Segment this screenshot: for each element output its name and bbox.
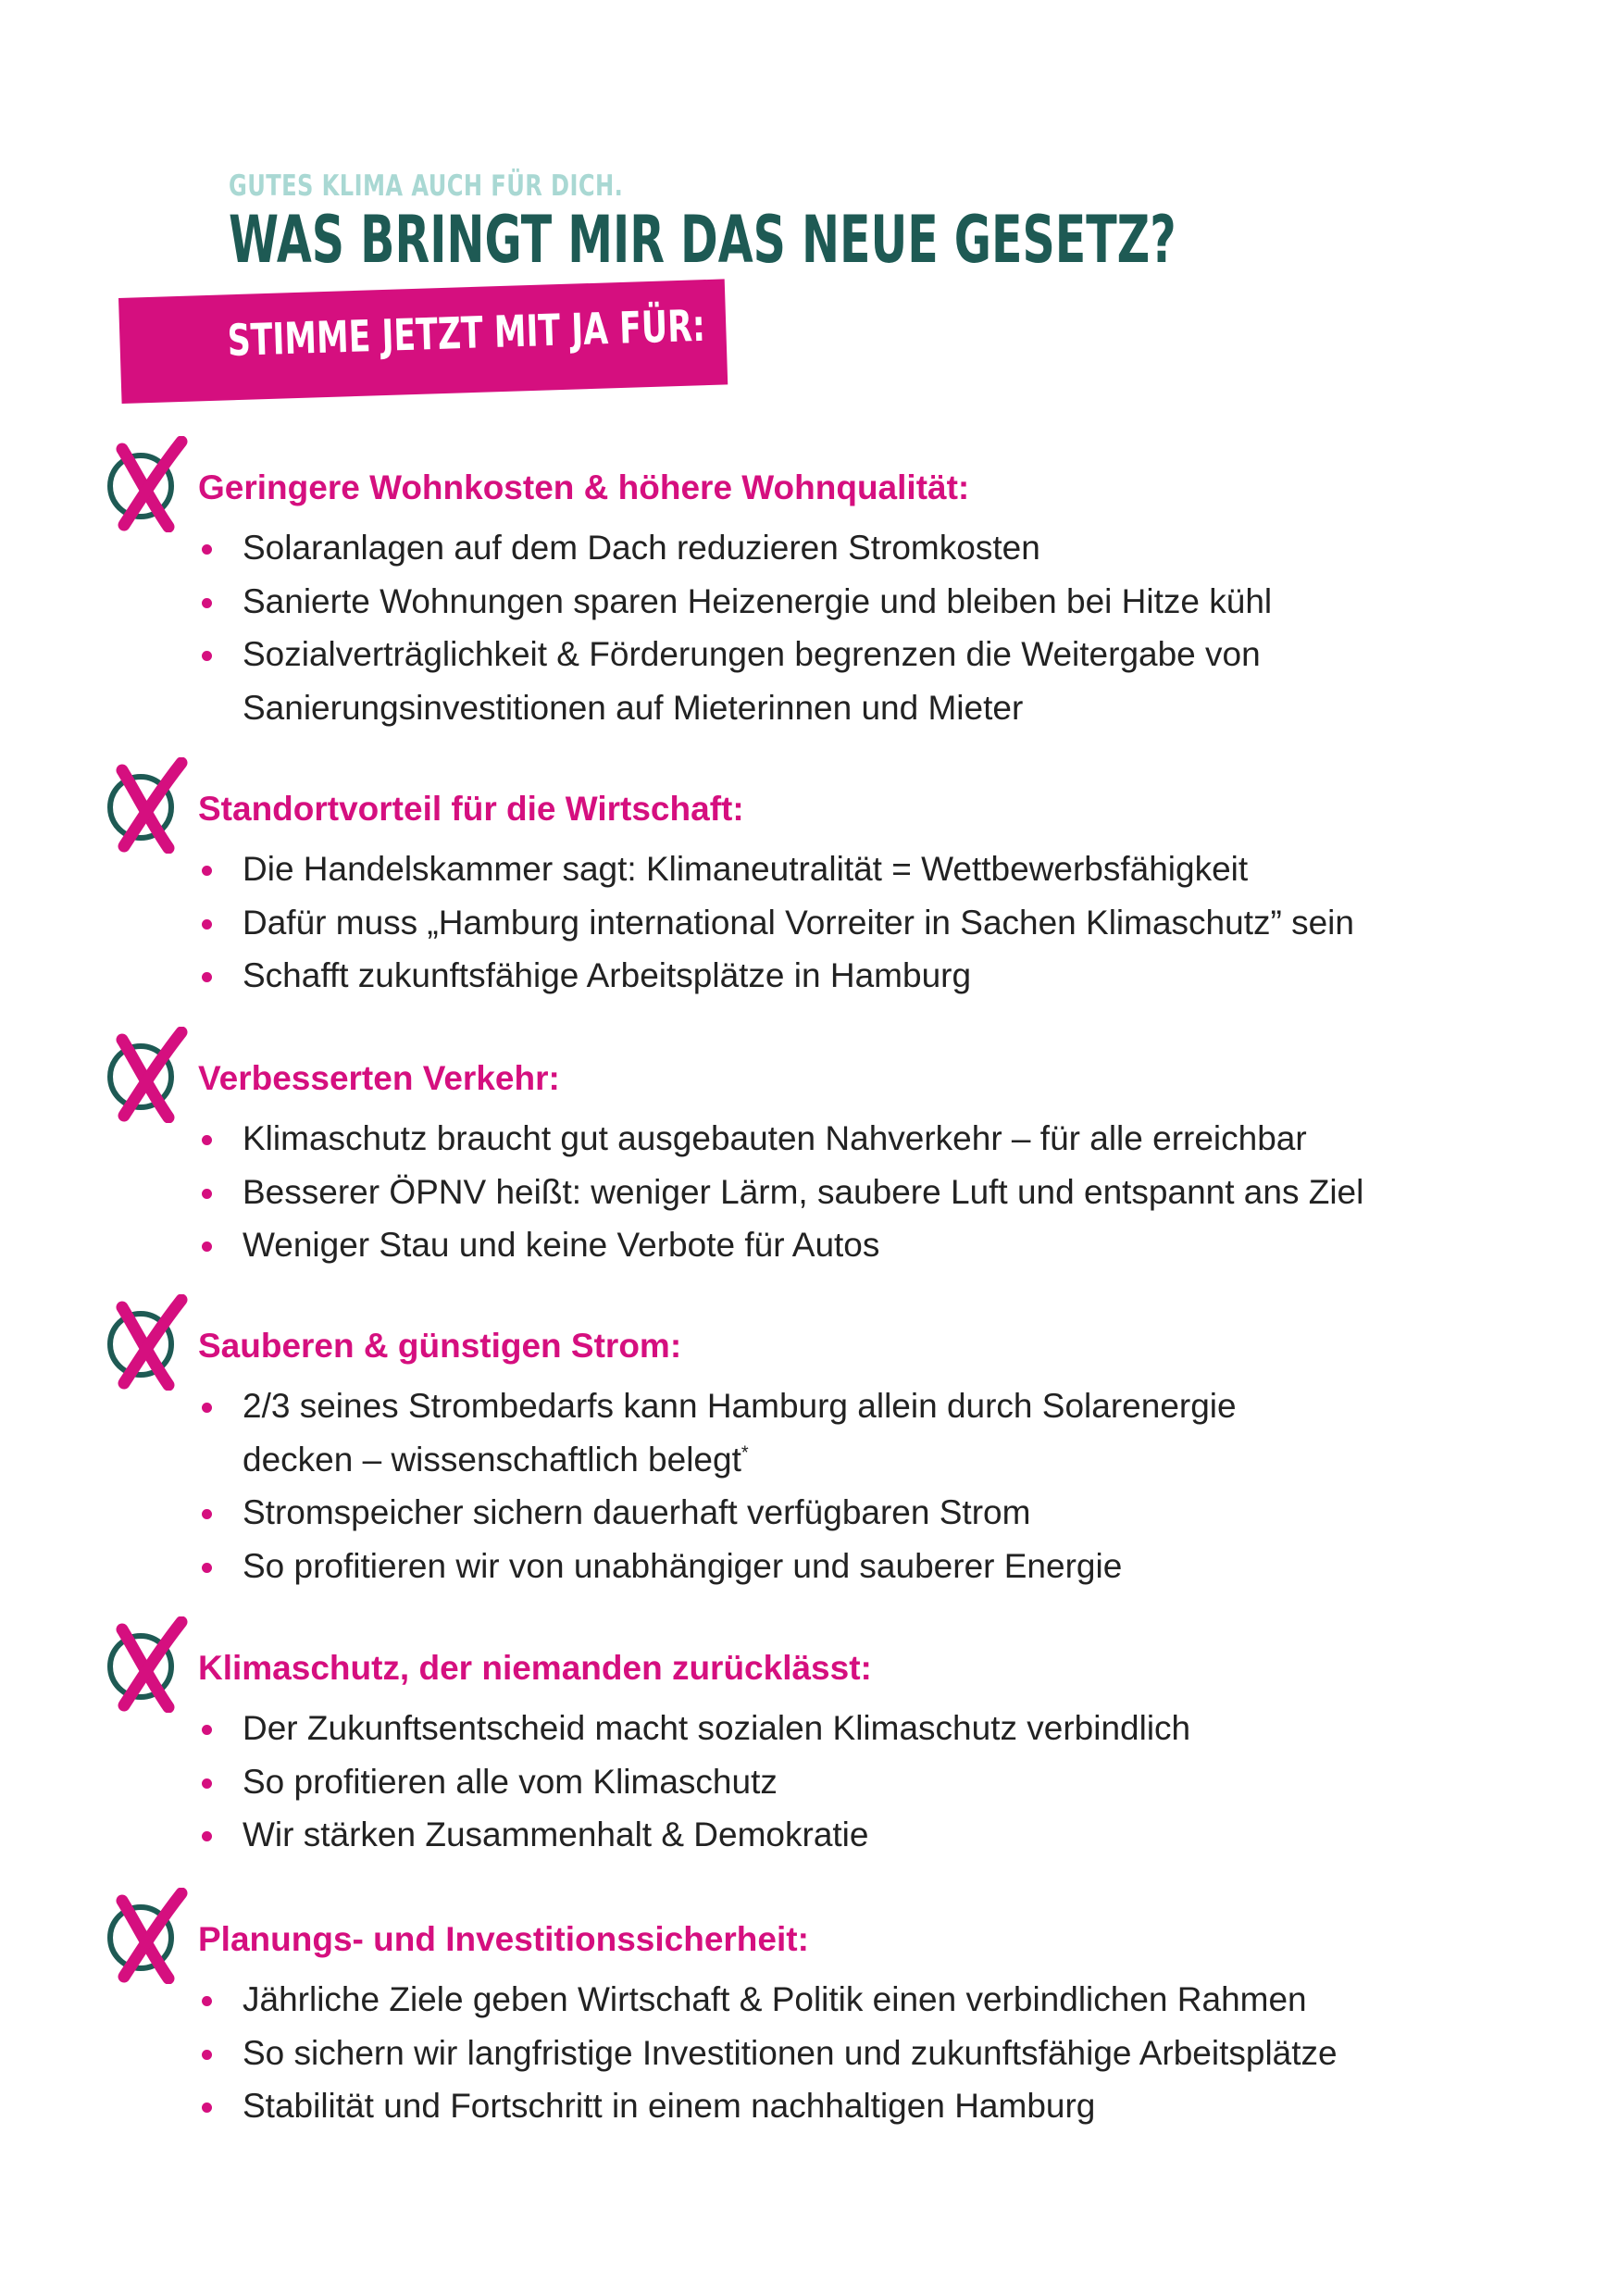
list-item — [198, 949, 1354, 1003]
list-item-text: Sozialverträglichkeit & Förderungen begrenzen die Weitergabe von — [243, 635, 1261, 673]
list-item-text: Wir stärken Zusammenhalt & Demokratie — [243, 1816, 869, 1853]
section-title: Geringere Wohnkosten & höhere Wohnqualität: — [198, 468, 970, 506]
section-title: Standortvorteil für die Wirtschaft: — [198, 790, 744, 828]
list-item-text-continued — [243, 1433, 1237, 1487]
list-item — [198, 1702, 1190, 1755]
ballot-circle-cross-icon — [104, 436, 193, 532]
list-item-text: Sanierte Wohnungen sparen Heizenergie und bleiben bei Hitze kühl — [243, 581, 1273, 620]
bullet-list — [198, 1112, 1363, 1272]
bullet-list — [198, 1973, 1338, 2133]
list-item — [198, 575, 1272, 629]
list-item-text: Klimaschutz braucht gut ausgebauten Nahverkehr – für alle erreichbar — [243, 1119, 1307, 1157]
ballot-circle-cross-icon — [104, 1294, 193, 1391]
kicker-text: GUTES KLIMA AUCH FÜR DICH. — [229, 169, 624, 203]
list-item — [198, 1486, 1237, 1540]
list-item-text: So sichern wir langfristige Investitionen und zukunftsfähige Arbeitsplätze — [243, 2033, 1338, 2072]
page-title: WAS BRINGT MIR DAS NEUE GESETZ? — [229, 202, 1176, 278]
list-item-text-continued: Sanierungsinvestitionen auf Mieterinnen und Mieter — [243, 688, 1024, 727]
ballot-circle-cross-icon — [104, 1027, 193, 1123]
list-item-text: Weniger Stau und keine Verbote für Autos — [243, 1226, 880, 1264]
list-item — [198, 896, 1354, 950]
list-item-text: Dafür muss „Hamburg international Vorreiter in Sachen Klimaschutz” sein — [243, 903, 1354, 942]
footnote-marker: * — [741, 1442, 749, 1464]
section-title: Verbesserten Verkehr: — [198, 1059, 560, 1097]
list-item-text: Solaranlagen auf dem Dach reduzieren Stromkosten — [243, 529, 1040, 567]
ballot-circle-cross-icon — [104, 1616, 193, 1713]
list-item — [198, 2027, 1338, 2080]
bullet-list — [198, 521, 1272, 734]
list-item — [198, 628, 1272, 734]
ballot-circle-cross-icon — [104, 1888, 193, 1984]
list-item — [198, 1540, 1237, 1593]
list-item — [198, 1166, 1363, 1219]
list-item-text: Besserer ÖPNV heißt: weniger Lärm, saubere Luft und entspannt ans Ziel — [243, 1172, 1364, 1211]
list-item — [198, 2079, 1338, 2133]
list-item-text: So profitieren alle vom Klimaschutz — [243, 1762, 778, 1801]
list-item — [198, 1808, 1190, 1862]
section-title: Klimaschutz, der niemanden zurücklässt: — [198, 1649, 872, 1687]
bullet-list — [198, 1702, 1190, 1862]
list-item-text: Stabilität und Fortschritt in einem nachhaltigen Hamburg — [243, 2087, 1096, 2125]
list-item — [198, 1379, 1237, 1486]
list-item-text: Schafft zukunftsfähige Arbeitsplätze in Hamburg — [243, 956, 972, 994]
list-item — [198, 842, 1354, 896]
list-item-text: Die Handelskammer sagt: Klimaneutralität = Wettbewerbsfähigkeit — [243, 850, 1249, 888]
list-item — [198, 521, 1272, 575]
list-item-text: Der Zukunftsentscheid macht sozialen Klimaschutz verbindlich — [243, 1709, 1191, 1747]
list-item — [198, 1755, 1190, 1809]
list-item — [198, 1973, 1338, 2027]
list-item-text: Stromspeicher sichern dauerhaft verfügbaren Strom — [243, 1493, 1031, 1531]
section-title: Sauberen & günstigen Strom: — [198, 1327, 682, 1365]
bullet-list — [198, 1379, 1237, 1592]
list-item-text: So profitieren wir von unabhängiger und sauberer Energie — [243, 1546, 1123, 1585]
list-item — [198, 1218, 1363, 1272]
banner-text: STIMME JETZT MIT JA FÜR: — [226, 300, 706, 367]
list-item — [198, 1112, 1363, 1166]
list-item-text: Jährliche Ziele geben Wirtschaft & Politik einen verbindlichen Rahmen — [243, 1980, 1307, 2018]
bullet-list — [198, 842, 1354, 1003]
list-item-text: 2/3 seines Strombedarfs kann Hamburg allein durch Solarenergie — [243, 1387, 1237, 1425]
list-item-text-part: decken – wissenschaftlich belegt — [243, 1440, 741, 1479]
section-title: Planungs- und Investitionssicherheit: — [198, 1920, 809, 1958]
ballot-circle-cross-icon — [104, 757, 193, 854]
